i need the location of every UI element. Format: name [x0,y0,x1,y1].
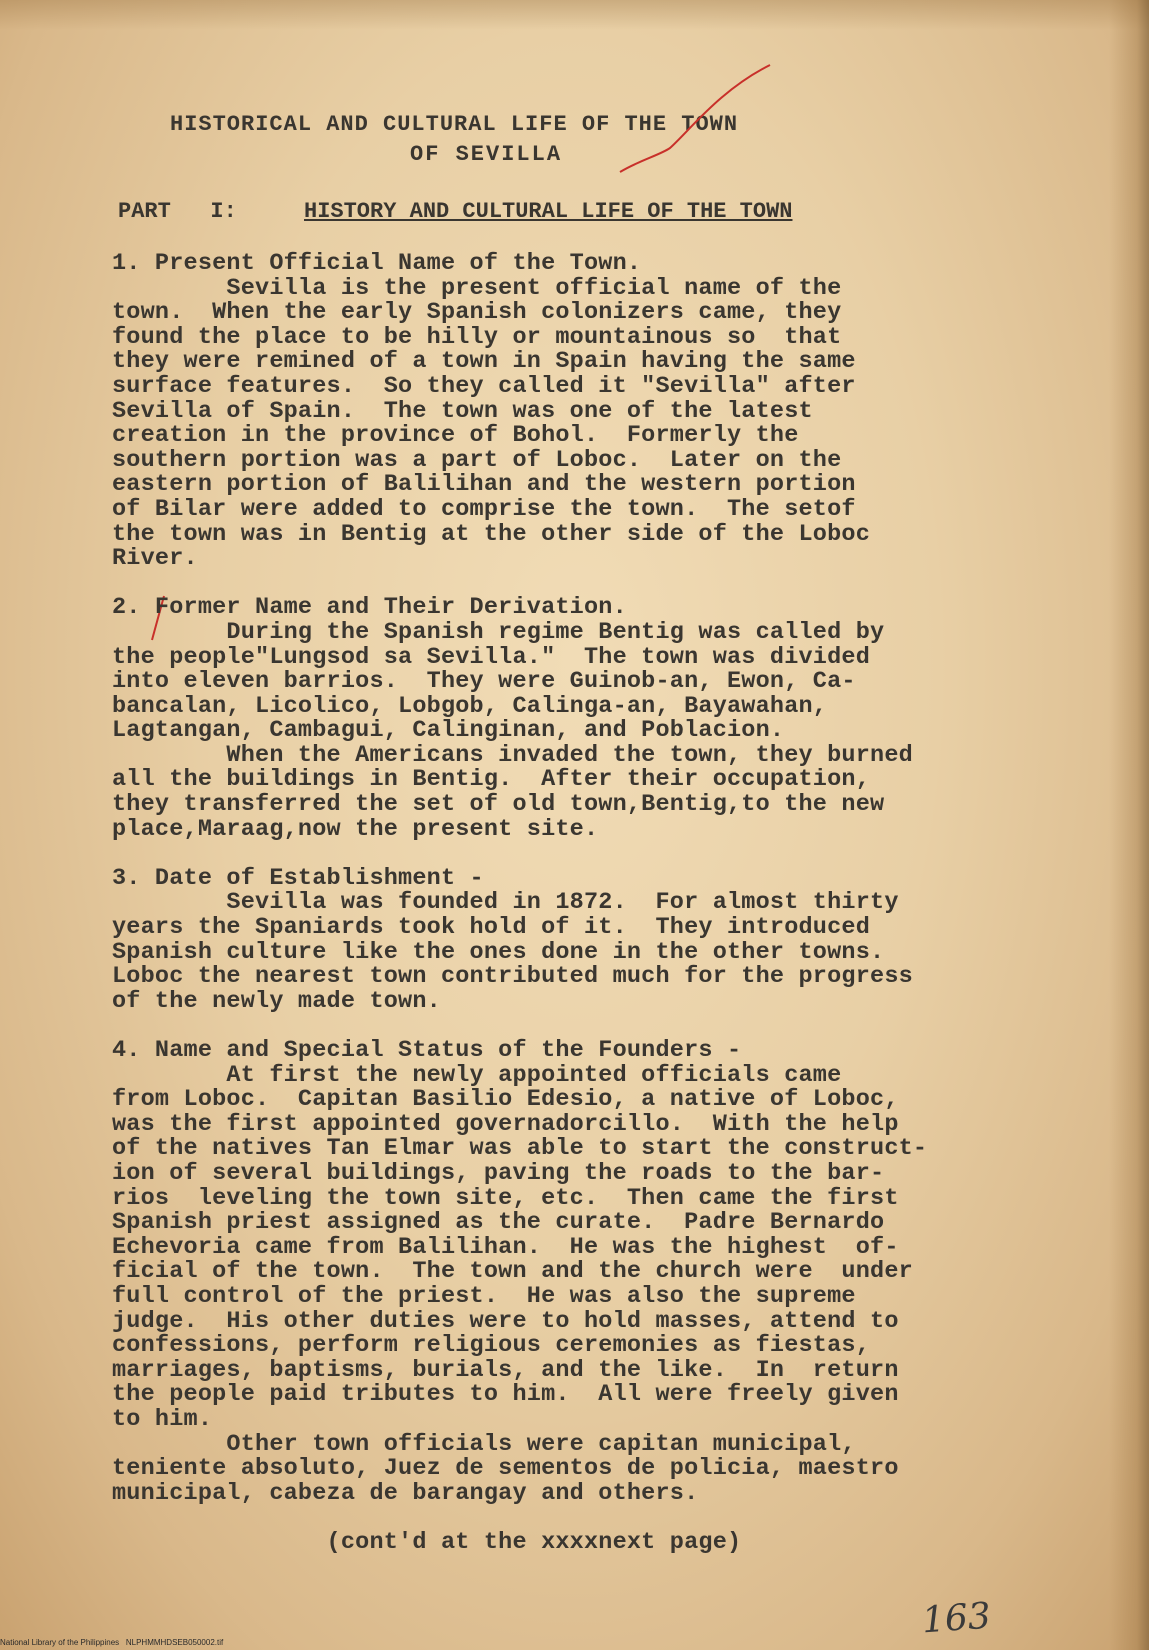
body-line [112,1506,1112,1531]
body-line: of Bilar were added to comprise the town. The setof [112,495,856,523]
body-line: was the first appointed governadorcillo. With the help [112,1110,899,1138]
body-line: marriages, baptisms, burials, and the like. In return [112,1356,899,1384]
body-line: bancalan, Licolico, Lobgob, Calinga-an, Bayawahan, [112,692,828,720]
body-line: Lagtangan, Cambagui, Calinginan, and Poblacion. [112,717,785,745]
body-line: to him. [112,1405,213,1433]
archive-footer: National Library of the Philippines NLPHMMHDSEB050002.tif [0,1638,224,1647]
body-line: found the place to be hilly or mountainous so that [112,323,842,351]
body-line: years the Spaniards took hold of it. They introduced [112,914,871,942]
document-title-line2: OF SEVILLA [410,142,563,167]
red-pencil-slash-mark [600,60,780,180]
body-line: When the Americans invaded the town, they burned [112,741,913,769]
body-line: the town was in Bentig at the other side of the Loboc [112,520,871,548]
body-line: ion of several buildings, paving the roads to the bar- [112,1159,885,1187]
body-line: At first the newly appointed officials came [112,1061,842,1089]
body-line: judge. His other duties were to hold masses, attend to [112,1307,899,1335]
body-line: surface features. So they called it "Sevilla" after [112,372,856,400]
body-line: Sevilla was founded in 1872. For almost thirty [112,889,899,917]
body-line [112,842,1112,867]
document-body [112,252,1112,1555]
body-line: the people"Lungsod sa Sevilla." The town was divided [112,643,871,671]
body-line: confessions, perform religious ceremonies as fiestas, [112,1332,871,1360]
body-line: into eleven barrios. They were Guinob-an, Ewon, Ca- [112,668,856,696]
body-line: Spanish culture like the ones done in the other towns. [112,938,885,966]
body-line: all the buildings in Bentig. After their occupation, [112,766,871,794]
body-line: town. When the early Spanish colonizers came, they [112,299,842,327]
body-line: River. [112,545,198,573]
body-line: Echevoria came from Balilihan. He was the highest of- [112,1233,899,1261]
paper-shadow-right [1109,0,1149,1650]
part-title: HISTORY AND CULTURAL LIFE OF THE TOWN [304,199,793,224]
body-line: they were remined of a town in Spain having the same [112,348,856,376]
body-line: Sevilla is the present official name of the [112,274,842,302]
body-line: 3. Date of Establishment - [112,864,484,892]
body-line: 1. Present Official Name of the Town. [112,250,642,277]
body-line: of the natives Tan Elmar was able to start the construct- [112,1135,928,1163]
body-line: place,Maraag,now the present site. [112,815,599,843]
body-line: During the Spanish regime Bentig was called by [112,618,885,646]
part-label: PART I: [118,199,237,224]
body-line: full control of the priest. He was also the supreme [112,1282,856,1310]
body-line: ficial of the town. The town and the church were under [112,1258,913,1286]
body-line: eastern portion of Balilihan and the western portion [112,471,856,499]
body-line: teniente absoluto, Juez de sementos de policia, maestro [112,1455,899,1483]
body-line: southern portion was a part of Loboc. Later on the [112,446,842,474]
body-line: (cont'd at the xxxxnext page) [112,1528,742,1556]
body-line: 2. Former Name and Their Derivation. [112,594,627,622]
body-line: of the newly made town. [112,987,441,1015]
body-line: Loboc the nearest town contributed much for the progress [112,963,913,991]
body-line: creation in the province of Bohol. Formerly the [112,422,799,450]
body-line [112,1014,1112,1039]
body-line: Sevilla of Spain. The town was one of the latest [112,397,813,425]
body-line: municipal, cabeza de barangay and others. [112,1479,699,1507]
body-line: Spanish priest assigned as the curate. Padre Bernardo [112,1209,885,1237]
paper-shadow-top [0,0,1149,30]
body-line: 4. Name and Special Status of the Founders - [112,1037,742,1064]
body-line: Other town officials were capitan municipal, [112,1430,856,1458]
body-line: the people paid tributes to him. All were freely given [112,1381,899,1409]
body-line: from Loboc. Capitan Basilio Edesio, a native of Loboc, [112,1086,899,1114]
body-line: they transferred the set of old town,Bentig,to the new [112,791,885,819]
document-title-line1: HISTORICAL AND CULTURAL LIFE OF THE TOWN [170,112,739,137]
body-line: rios leveling the town site, etc. Then came the first [112,1184,899,1212]
handwritten-page-number: 163 [920,1595,993,1642]
body-line [112,572,1112,597]
